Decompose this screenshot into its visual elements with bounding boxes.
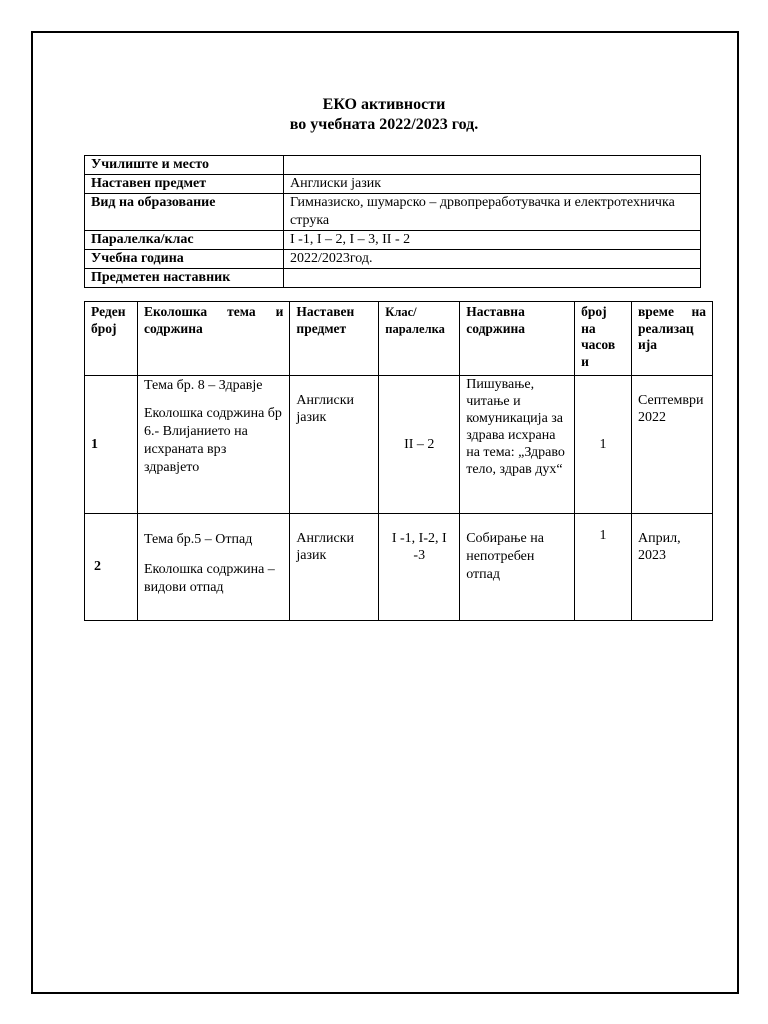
row-topic-content: Еколошка содржина бр 6.- Влијанието на исхраната врз здравјето xyxy=(143,406,282,475)
subject-label: Наставен предмет xyxy=(85,175,284,194)
row-subject-value: Англиски јазик xyxy=(296,531,355,563)
row-content-value: Пишување, читање и комуникација за здрава исхрана на тема: „Здраво тело, здрав дух“ xyxy=(466,377,565,477)
header-class xyxy=(379,302,460,376)
teacher-label: Предметен наставник xyxy=(85,269,284,288)
class-value: I -1, I – 2, I – 3, II - 2 xyxy=(284,231,701,250)
header-hours-line: и xyxy=(581,353,589,369)
education-label: Вид на образование xyxy=(85,194,284,231)
row-hours-value: 1 xyxy=(599,528,607,543)
row-class-value: II – 2 xyxy=(404,436,435,452)
row-topic-title: Тема бр.5 – Отпад xyxy=(143,532,253,547)
row-time-value: Септември 2022 xyxy=(637,393,704,425)
header-class-line: паралелка xyxy=(385,321,445,336)
row-time xyxy=(631,376,712,514)
row-class xyxy=(379,514,460,621)
info-row-year xyxy=(85,250,701,269)
row-subject xyxy=(290,376,379,514)
header-topic xyxy=(137,302,289,376)
row-hours xyxy=(575,376,632,514)
row-time xyxy=(631,514,712,621)
header-topic-line: Еколошка тема и xyxy=(143,304,284,319)
info-row-teacher xyxy=(85,269,701,288)
row-subject-value: Англиски јазик xyxy=(296,393,355,425)
info-row-education xyxy=(85,194,701,231)
school-value xyxy=(284,156,701,175)
table-header-row xyxy=(85,302,713,376)
row-class-value: I -1, I-2, I -3 xyxy=(391,531,447,563)
row-topic xyxy=(137,514,289,621)
row-content-value: Собирање на непотребен отпад xyxy=(466,531,544,582)
row-num-value: 2 xyxy=(94,559,101,574)
header-num-line: Реден xyxy=(91,304,126,319)
header-topic-line: содржина xyxy=(143,320,203,336)
header-subject xyxy=(290,302,379,376)
header-subject-line: Наставен xyxy=(296,304,355,319)
row-num xyxy=(85,376,138,514)
header-content xyxy=(460,302,575,376)
header-time-line: ија xyxy=(637,337,658,352)
subject-value: Англиски јазик xyxy=(284,175,701,194)
year-label: Учебна година xyxy=(85,250,284,269)
header-num xyxy=(85,302,138,376)
teacher-value xyxy=(284,269,701,288)
info-table xyxy=(84,155,701,288)
row-content xyxy=(460,376,575,514)
row-hours xyxy=(575,514,632,621)
table-row xyxy=(85,514,713,621)
row-num xyxy=(85,514,138,621)
header-num-line: број xyxy=(91,320,117,336)
header-hours xyxy=(575,302,632,376)
table-row xyxy=(85,376,713,514)
row-topic-title: Тема бр. 8 – Здравје xyxy=(143,378,263,393)
row-hours-value: 1 xyxy=(599,436,607,452)
header-content-line: Наставна xyxy=(466,304,525,319)
row-num-value: 1 xyxy=(91,436,98,452)
education-value: Гимназиско, шумарско – дрвопреработувачка и електротехничка струка xyxy=(284,194,701,231)
header-time-line: реализац xyxy=(637,320,694,336)
header-hours-line: часов xyxy=(581,337,616,352)
header-time-line: време на xyxy=(637,304,706,319)
header-subject-line: предмет xyxy=(296,320,347,336)
school-label: Училиште и место xyxy=(85,156,284,175)
document-subtitle: во учебната 2022/2023 год. xyxy=(289,116,479,133)
header-class-line: Клас/ xyxy=(385,305,417,319)
row-class xyxy=(379,376,460,514)
header-time xyxy=(631,302,712,376)
row-topic xyxy=(137,376,289,514)
document-title: ЕКО активности xyxy=(322,96,446,113)
row-topic-content: Еколошка содржина – видови отпад xyxy=(143,562,275,595)
row-subject xyxy=(290,514,379,621)
year-value: 2022/2023год. xyxy=(284,250,701,269)
activities-table xyxy=(84,301,713,621)
header-hours-line: број xyxy=(581,304,607,319)
info-row-school xyxy=(85,156,701,175)
row-time-value: Април, 2023 xyxy=(637,531,681,563)
info-row-subject xyxy=(85,175,701,194)
header-hours-line: на xyxy=(581,320,596,336)
row-content xyxy=(460,514,575,621)
info-row-class xyxy=(85,231,701,250)
header-content-line: содржина xyxy=(466,320,526,336)
class-label: Паралелка/клас xyxy=(85,231,284,250)
